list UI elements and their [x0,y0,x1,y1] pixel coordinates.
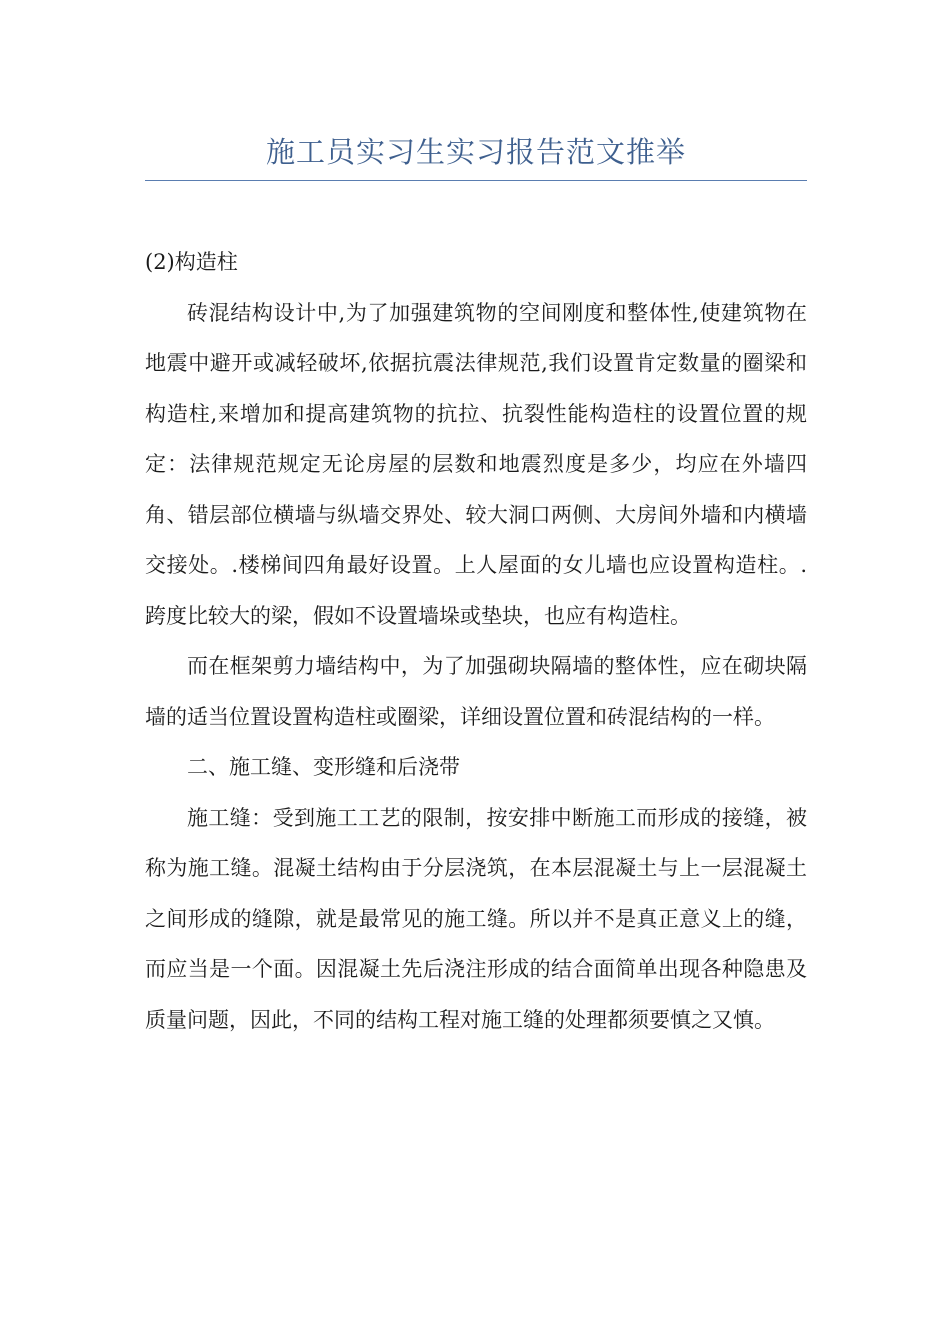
paragraph-structural-columns: 砖混结构设计中,为了加强建筑物的空间刚度和整体性,使建筑物在地震中避开或减轻破坏,依据抗震法律规范,我们设置肯定数量的圈梁和构造柱,来增加和提高建筑物的抗拉、抗裂性能构造柱的设置位置的规定：法律规范规定无论房屋的层数和地震烈度是多少，均应在外墙四角、错层部位横墙与纵墙交界处、较大洞口两侧、大房间外墙和内横墙交接处。.楼梯间四角最好设置。上人屋面的女儿墙也应设置构造柱。.跨度比较大的梁，假如不设置墙垛或垫块，也应有构造柱。 [145,300,807,628]
paragraph-frame-shear-wall: 而在框架剪力墙结构中，为了加强砌块隔墙的整体性，应在砌块隔墙的适当位置设置构造柱或圈梁，详细设置位置和砖混结构的一样。 [145,654,807,729]
paragraph-construction-joint: 施工缝：受到施工工艺的限制，按安排中断施工而形成的接缝，被称为施工缝。混凝土结构由于分层浇筑，在本层混凝土与上一层混凝土之间形成的缝隙，就是最常见的施工缝。所以并不是真正意义上的缝，而应当是一个面。因混凝土先后浇注形成的结合面简单出现各种隐患及质量问题，因此，不同的结构工程对施工缝的处理都须要慎之又慎。 [145,805,807,1032]
title-underline [145,180,807,181]
document-title: 施工员实习生实习报告范文推举 [265,135,686,169]
document-body [145,237,807,1045]
subsection-heading: 二、施工缝、变形缝和后浇带 [187,755,460,779]
section-heading: (2)构造柱 [145,250,238,274]
